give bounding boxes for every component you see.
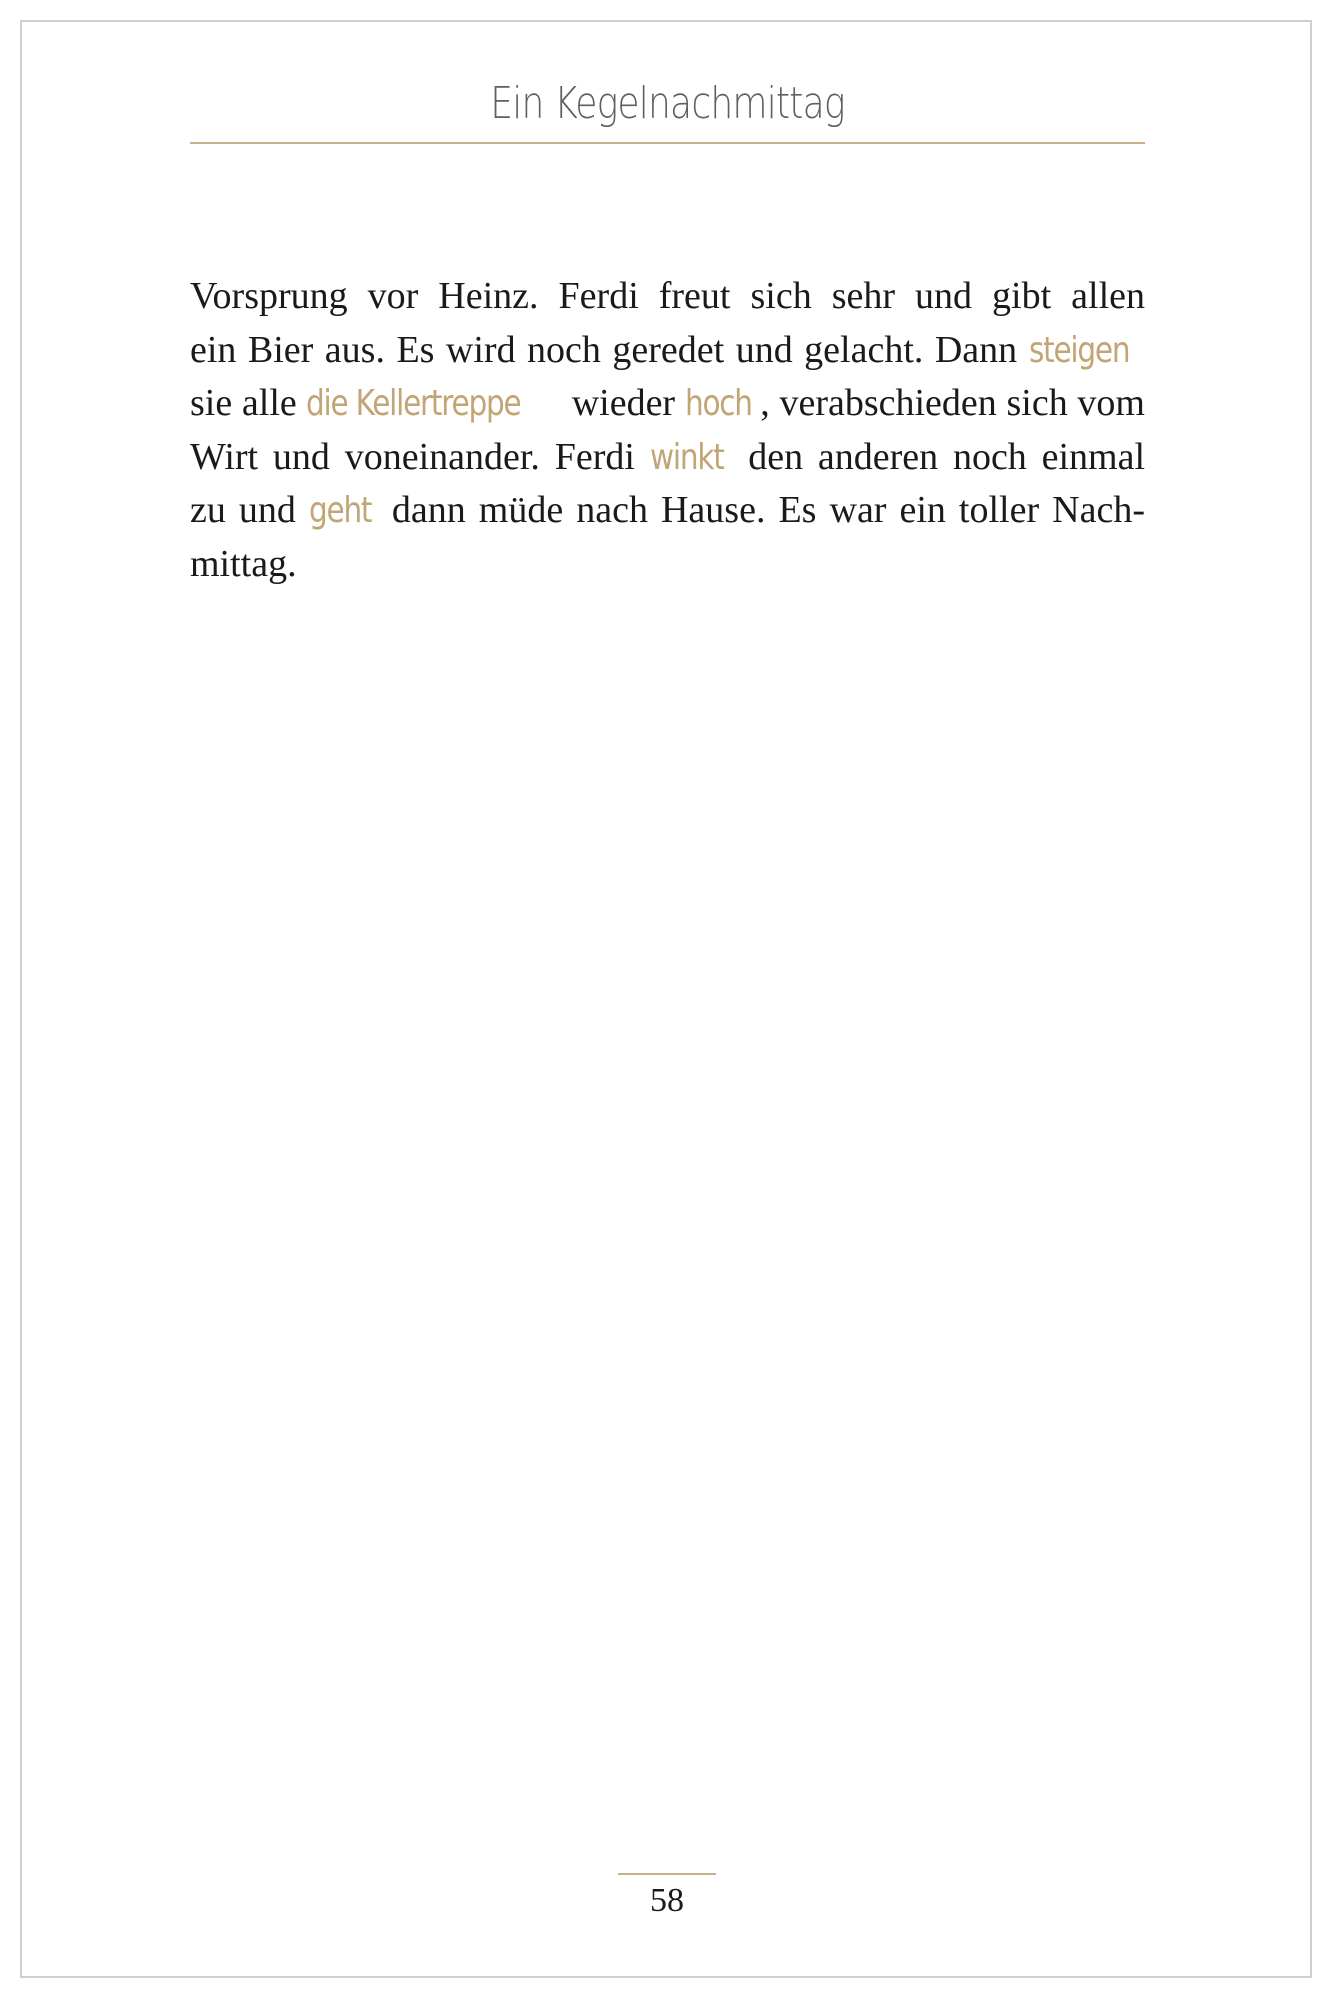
text-segment: , verabschieden sich vom — [760, 382, 1145, 424]
body-paragraph — [190, 270, 1145, 591]
text-segment: zu und — [190, 489, 309, 531]
text-segment: dann müde nach Hause. Es war ein toller Nach- — [378, 489, 1145, 531]
text-line-5 — [190, 484, 1145, 538]
highlight-winkt: winkt — [649, 436, 724, 478]
text-segment: den anderen noch einmal — [733, 435, 1146, 478]
highlight-geht: geht — [308, 490, 372, 531]
text-segment: ein Bier aus. Es wird noch geredet und gelacht. Dann — [190, 328, 1029, 371]
text-line-3 — [190, 377, 1145, 431]
text-line-4 — [190, 431, 1145, 485]
running-header — [190, 72, 1145, 144]
highlight-steigen: steigen — [1028, 329, 1129, 371]
text-segment: wieder — [561, 382, 685, 424]
text-segment: sie alle — [190, 382, 307, 424]
page-number: 58 — [650, 1882, 684, 1919]
text-segment: Vorsprung vor Heinz. Ferdi freut sich sehr und gibt allen — [190, 275, 1145, 317]
text-segment: mittag. — [190, 542, 297, 585]
page-title: Ein Kegelnachmittag — [490, 78, 845, 129]
text-line-2 — [190, 324, 1145, 378]
highlight-kellertreppe: die Kellertreppe — [306, 383, 521, 424]
text-segment: Wirt und voneinander. Ferdi — [190, 435, 650, 478]
text-line-1 — [190, 270, 1145, 324]
highlight-hoch: hoch — [684, 383, 752, 424]
footer-rule — [618, 1873, 716, 1875]
text-line-6 — [190, 538, 1145, 592]
